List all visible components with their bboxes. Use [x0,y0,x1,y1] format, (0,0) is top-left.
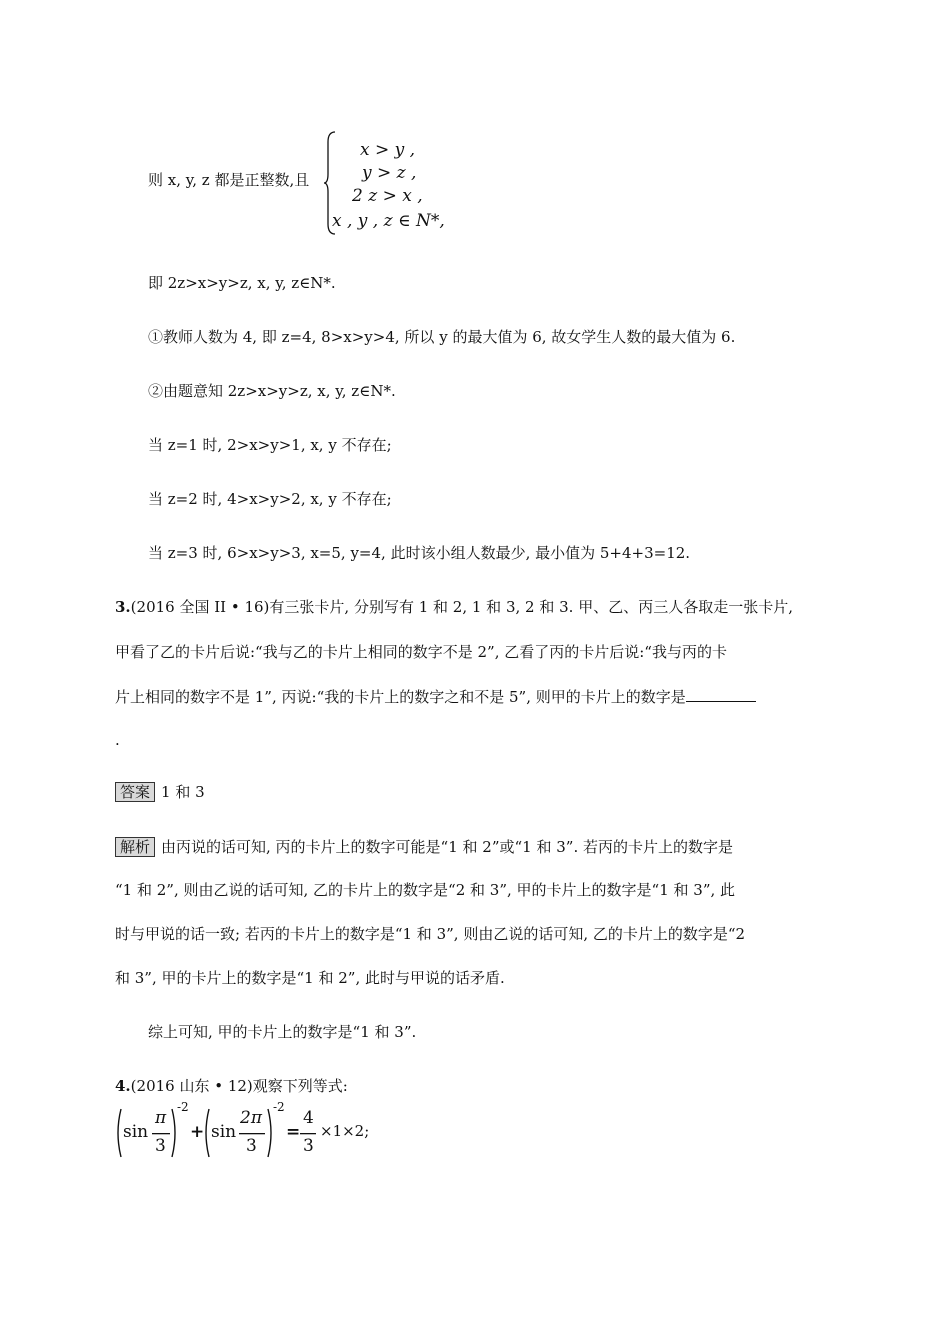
denominator-3-2: 3 [246,1136,257,1156]
question-3-line-1 [115,597,793,617]
pi-numerator-1: π [155,1108,167,1128]
system-eq2: y > z , [362,163,417,183]
analysis-line-3: 时与甲说的话一致; 若丙的卡片上的数字是“1 和 3”, 则由乙说的话可知, 乙的卡片上的数字是“2 [115,925,746,943]
solution-line-4: 当 z=1 时, 2>x>y>1, x, y 不存在; [148,436,392,454]
answer-blank [686,687,756,702]
solution-line-6: 当 z=3 时, 6>x>y>3, x=5, y=4, 此时该小组人数最少, 最小值为 5+4+3=12. [148,544,691,562]
fraction-bar-2 [239,1133,265,1135]
system-eq1: x > y , [360,140,416,160]
question-3-number: 3. [115,598,131,616]
system-intro: 则 x, y, z 都是正整数,且 [148,171,310,189]
sin-1: sin [123,1122,149,1142]
left-paren-2-icon [202,1108,210,1158]
left-paren-1-icon [114,1108,122,1158]
sin-2: sin [211,1122,237,1142]
analysis-line-2: “1 和 2”, 则由乙说的话可知, 乙的卡片上的数字是“2 和 3”, 甲的卡片上的数字是“1 和 3”, 此 [115,881,736,899]
analysis-label: 解析 [115,837,155,857]
exponent-2: -2 [273,1100,285,1114]
analysis-line-5: 综上可知, 甲的卡片上的数字是“1 和 3”. [148,1023,417,1041]
numerator-4: 4 [303,1108,314,1128]
analysis-line-1 [115,837,733,857]
right-paren-1-icon [171,1108,179,1158]
analysis-text-1: 由丙说的话可知, 丙的卡片上的数字可能是“1 和 2”或“1 和 3”. 若丙的卡片上的数字是 [161,838,734,856]
system-eq3: 2 z > x , [352,186,423,206]
question-4-text-1: (2016 山东 • 12)观察下列等式: [130,1077,348,1095]
answer-value: 1 和 3 [161,783,205,801]
question-3-line-2: 甲看了乙的卡片后说:“我与乙的卡片上相同的数字不是 2”, 乙看了丙的卡片后说:“我与丙的卡 [115,643,727,661]
equals-sign: = [286,1122,301,1142]
answer-label: 答案 [115,782,155,802]
answer-line [115,782,205,802]
denominator-3-1: 3 [155,1136,166,1156]
solution-line-1: 即 2z>x>y>z, x, y, z∈N*. [148,274,336,292]
question-3-line-3 [115,687,756,707]
system-eq4: x , y , z ∈ N*, [332,211,445,231]
question-3-text-1: (2016 全国 II • 16)有三张卡片, 分别写有 1 和 2, 1 和 3, 2 和 3. 甲、乙、丙三人各取走一张卡片, [130,598,793,616]
question-3-line-4: . [115,731,120,749]
denominator-3-3: 3 [303,1136,314,1156]
solution-line-5: 当 z=2 时, 4>x>y>2, x, y 不存在; [148,490,392,508]
exponent-1: -2 [177,1100,189,1114]
fraction-bar-1 [152,1133,170,1135]
solution-line-3: ②由题意知 2z>x>y>z, x, y, z∈N*. [148,382,396,400]
plus-sign: + [190,1122,205,1142]
question-4-number: 4. [115,1077,131,1095]
question-3-text-3: 片上相同的数字不是 1”, 丙说:“我的卡片上的数字之和不是 5”, 则甲的卡片上的数字是 [115,688,686,706]
analysis-line-4: 和 3”, 甲的卡片上的数字是“1 和 2”, 此时与甲说的话矛盾. [115,969,505,987]
fraction-bar-3 [300,1133,316,1135]
question-4-line-1 [115,1076,348,1096]
solution-line-2: ①教师人数为 4, 即 z=4, 8>x>y>4, 所以 y 的最大值为 6, 故女学生人数的最大值为 6. [148,328,736,346]
two-pi-numerator: 2π [240,1108,262,1128]
right-paren-2-icon [267,1108,275,1158]
formula-tail: ×1×2; [320,1122,370,1140]
